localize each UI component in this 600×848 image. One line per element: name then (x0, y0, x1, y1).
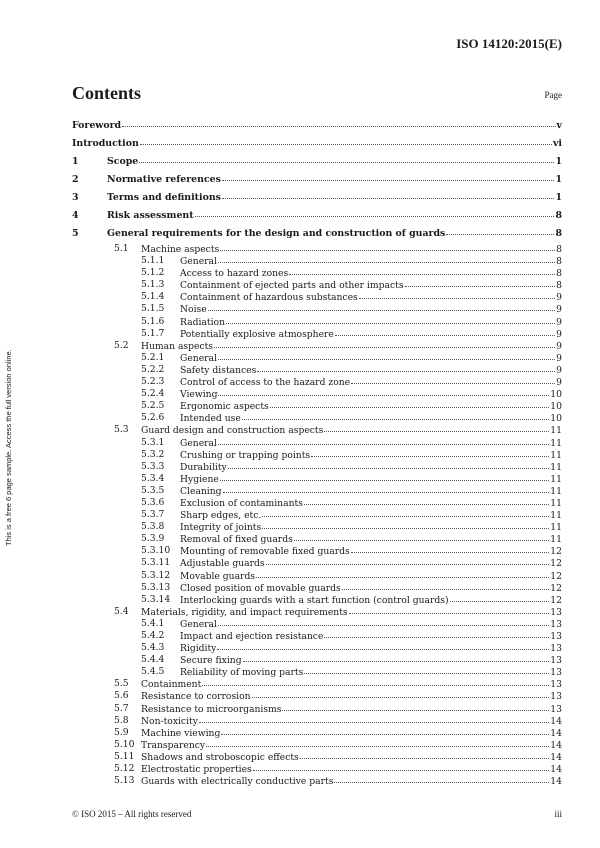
dot-leader (351, 375, 555, 384)
toc-entry-title: Terms and definitions (107, 192, 221, 203)
dot-leader (257, 363, 555, 372)
dot-leader (222, 190, 555, 199)
toc-entry-title: Removal of fixed guards (180, 534, 293, 546)
toc-entry-title: Introduction (72, 138, 139, 149)
toc-entry-page: v (556, 120, 562, 131)
dot-leader (282, 702, 549, 711)
dot-leader (226, 315, 555, 324)
dot-leader (122, 118, 555, 127)
toc-entry-page: 1 (555, 174, 562, 185)
toc-entry-title: Transparency (141, 739, 206, 751)
dot-leader (351, 544, 550, 553)
dot-leader (324, 629, 549, 638)
dot-leader (311, 448, 549, 457)
toc-entry-title: Scope (107, 156, 139, 167)
toc-entry-number: 5.3.14 (141, 593, 171, 605)
dot-leader (446, 226, 554, 235)
dot-leader (206, 738, 549, 747)
dot-leader (405, 278, 556, 287)
toc-entry-title: Integrity of joints (180, 522, 262, 534)
toc-entry-page: 8 (555, 228, 562, 239)
toc-entry-title: Machine aspects (141, 244, 220, 255)
dot-leader (221, 726, 549, 735)
toc-entry-title: Cleaning (180, 485, 222, 497)
toc-entry-title: Reliability of moving parts (180, 667, 304, 679)
dot-leader (223, 484, 550, 493)
toc-entry-title: Human aspects (141, 340, 214, 352)
toc-entry-page: 12 (550, 582, 562, 594)
toc-entry-title: General (180, 352, 217, 364)
toc-entry-page: 10 (550, 389, 562, 401)
toc-entry-number: 5.4.5 (141, 666, 165, 678)
dot-leader (324, 423, 549, 432)
toc-entry-page: 14 (550, 715, 562, 727)
toc-entry-number: 5.3 (114, 424, 129, 436)
toc-entry-page: 9 (556, 364, 562, 376)
toc-entry-title: Resistance to corrosion (141, 691, 251, 703)
toc-entry-title: Closed position of movable guards (180, 582, 341, 594)
page-title: Contents (72, 83, 142, 103)
dot-leader (262, 508, 549, 517)
toc-entry-page: 13 (550, 655, 562, 667)
toc-entry-number: 5.1.1 (141, 255, 165, 267)
dot-leader (266, 556, 550, 565)
toc-entry-title: Shadows and stroboscopic effects (141, 751, 299, 763)
toc-entry-title: Normative references (107, 174, 221, 185)
dot-leader (218, 254, 555, 263)
toc-entry-number: 5.2.5 (141, 400, 165, 412)
toc-entry-page: 13 (550, 631, 562, 642)
toc-entry-number: 5.4.3 (141, 642, 165, 654)
toc-entry-title: Non-toxicity (141, 715, 198, 727)
dot-leader (252, 689, 550, 698)
toc-entry-page: 14 (550, 764, 562, 776)
dot-leader (228, 460, 550, 469)
toc-entry-page: 11 (550, 510, 562, 522)
toc-entry-page: 13 (550, 618, 562, 630)
document-id: ISO 14120:2015(E) (456, 36, 562, 51)
dot-leader (300, 750, 550, 759)
dot-leader (270, 399, 550, 408)
toc-entry-page: 9 (556, 340, 562, 352)
toc-entry-title: Guards with electrically conductive parts (141, 776, 334, 788)
dot-leader (220, 472, 549, 481)
dot-leader (218, 351, 555, 360)
dot-leader (242, 411, 550, 420)
dot-leader (334, 774, 549, 783)
toc-entry-number: 5.3.5 (141, 484, 165, 496)
toc-entry-title: Durability (180, 461, 227, 473)
toc-entry-page: 13 (550, 691, 562, 703)
toc-entry-page: 14 (550, 776, 562, 788)
toc-entry-page: 8 (555, 210, 562, 221)
toc-entry-number: 5.1.3 (141, 279, 165, 291)
dot-leader (214, 339, 555, 348)
toc-entry-number: 5.12 (114, 763, 135, 775)
toc-entry-page: 9 (556, 352, 562, 364)
toc-entry-number: 5.3.2 (141, 448, 165, 460)
toc-entry-number: 5.2.1 (141, 351, 165, 363)
toc-entry-title: Crushing or trapping points (180, 449, 311, 461)
toc-entry-number: 5.3.8 (141, 521, 165, 533)
toc-entry-page: 8 (556, 280, 562, 292)
toc-entry-page: 11 (550, 425, 562, 437)
toc-entry-page: vi (552, 138, 562, 149)
dot-leader (195, 208, 555, 217)
toc-entry-page: 11 (550, 449, 562, 461)
toc-entry[interactable] (72, 207, 562, 225)
toc-entry[interactable] (72, 189, 562, 207)
dot-leader (217, 641, 549, 650)
dot-leader (199, 714, 549, 723)
dot-leader (304, 496, 549, 505)
toc-entry[interactable] (72, 171, 562, 189)
toc-entry-page: 13 (550, 679, 562, 691)
dot-leader (450, 593, 550, 602)
toc-entry-title: Intended use (180, 413, 241, 425)
toc-entry-number: 5.2.2 (141, 363, 165, 375)
toc-entry-page: 14 (550, 751, 562, 763)
toc-entry-number: 5.2.4 (141, 388, 165, 400)
toc-entry-number: 5.4 (114, 605, 129, 617)
toc-entry-title: Secure fixing (180, 655, 242, 667)
toc-entry-title: Control of access to the hazard zone (180, 377, 351, 389)
toc-entry-title: Ergonomic aspects (180, 401, 269, 413)
toc-entry-number: 5.3.7 (141, 509, 165, 521)
toc-entry-page: 11 (550, 461, 562, 473)
toc-entry-title: Radiation (180, 316, 225, 328)
toc-entry-number: 5.2.3 (141, 376, 165, 388)
toc-entry-number: 5.3.11 (141, 557, 171, 569)
toc-entry-title: Materials, rigidity, and impact requirements (141, 606, 348, 618)
sample-notice: This is a free 6 page sample. Access the full version online. (4, 349, 13, 546)
toc-entry-title: Foreword (72, 120, 122, 131)
toc-entry-page: 11 (550, 497, 562, 509)
dot-leader (342, 581, 550, 590)
toc-entry-number: 5.1.7 (141, 327, 165, 339)
toc-entry-title: Machine viewing (141, 727, 221, 739)
toc-entry-title: Sharp edges, etc. (180, 510, 262, 522)
toc-entry-page: 8 (556, 268, 562, 280)
toc-entry-title: Interlocking guards with a start function (control guards) (180, 594, 449, 606)
toc-entry-number: 5.7 (114, 702, 129, 714)
toc-entry-title: Safety distances (180, 364, 257, 376)
toc-entry-page: 12 (550, 558, 562, 570)
toc-entry-page: 9 (556, 377, 562, 389)
toc-entry-page: 9 (556, 328, 562, 340)
dot-leader (262, 520, 549, 529)
dot-leader (139, 154, 554, 163)
toc-entry-page: 13 (550, 703, 562, 715)
toc-entry-page: 14 (550, 727, 562, 739)
toc-entry-page: 11 (550, 437, 562, 449)
toc-entry-number: 5.10 (114, 738, 135, 750)
toc-entry-page: 12 (550, 546, 562, 558)
toc-entry-title: General (180, 437, 217, 449)
toc-entry-number: 5.2 (114, 339, 129, 351)
toc-entry-page: 11 (550, 473, 562, 485)
toc-entry-title: General (180, 618, 217, 630)
toc-entry-page: 10 (550, 401, 562, 413)
toc-entry-number: 5.8 (114, 714, 129, 726)
dot-leader (220, 242, 555, 251)
toc-entry-number: 5.1 (114, 243, 129, 254)
dot-leader (349, 605, 550, 614)
dot-leader (359, 290, 555, 299)
toc-entry-page: 13 (550, 643, 562, 655)
toc-entry-page: 11 (550, 534, 562, 546)
toc-entry-number: 5.1.6 (141, 315, 165, 327)
toc-entry-number: 5.3.1 (141, 436, 165, 448)
dot-leader (202, 677, 549, 686)
toc-entry-number: 5.3.6 (141, 496, 165, 508)
toc-entry-page: 9 (556, 292, 562, 304)
toc-entry-title: Noise (180, 304, 207, 316)
toc-entry-number: 5.2.6 (141, 412, 165, 424)
toc-entry-number: 5.9 (114, 726, 129, 738)
toc-entry-title: Impact and ejection resistance (180, 631, 324, 642)
dot-leader (289, 266, 555, 275)
toc-entry-title: Access to hazard zones (180, 268, 289, 280)
toc-entry-page: 12 (550, 570, 562, 582)
dot-leader (208, 302, 555, 311)
toc-entry-page: 9 (556, 304, 562, 316)
toc-entry-page: 1 (555, 156, 562, 167)
toc-entry-number: 5.3.12 (141, 569, 171, 581)
toc-entry-title: Resistance to microorganisms (141, 703, 282, 715)
toc-entry-title: General requirements for the design and construction of guards (107, 228, 446, 239)
toc-entry-title: Electrostatic properties (141, 764, 252, 776)
toc-entry-title: General (180, 256, 217, 268)
toc-entry-number: 5.6 (114, 690, 129, 702)
toc-entry-number: 5.4.4 (141, 654, 165, 666)
toc-entry-page: 14 (550, 739, 562, 751)
toc-entry-number: 1 (72, 156, 79, 167)
toc-entry-number: 5.3.9 (141, 533, 165, 545)
dot-leader (304, 665, 549, 674)
toc-entry-title: Containment (141, 679, 202, 691)
toc-entry-page: 13 (550, 606, 562, 618)
toc-entry-page: 12 (550, 594, 562, 606)
dot-leader (335, 327, 555, 336)
toc-entry-title: Guard design and construction aspects (141, 425, 324, 437)
toc-entry-number: 3 (72, 192, 79, 203)
toc-entry-page: 11 (550, 485, 562, 497)
toc-entry-number: 5.1.4 (141, 291, 165, 303)
toc-entry-page: 1 (555, 192, 562, 203)
toc-entry-number: 5.11 (114, 750, 135, 762)
toc-entry[interactable] (72, 117, 562, 135)
toc-entry-title: Containment of ejected parts and other impacts (180, 280, 404, 292)
table-of-contents (72, 117, 562, 787)
dot-leader (218, 617, 549, 626)
toc-entry-number: 4 (72, 210, 79, 221)
dot-leader (222, 172, 555, 181)
toc-entry-number: 5.4.2 (141, 630, 165, 641)
toc-entry-page: 10 (550, 413, 562, 425)
dot-leader (256, 569, 549, 578)
toc-entry[interactable] (72, 153, 562, 171)
toc-entry[interactable] (72, 135, 562, 153)
toc-entry[interactable] (72, 775, 562, 787)
toc-entry-number: 5.1.5 (141, 303, 165, 315)
toc-entry-number: 5.3.3 (141, 460, 165, 472)
dot-leader (140, 136, 552, 145)
toc-entry-page: 13 (550, 667, 562, 679)
toc-entry-title: Viewing (180, 389, 218, 401)
toc-entry-number: 5.3.10 (141, 545, 171, 557)
toc-entry-number: 5.13 (114, 775, 135, 787)
dot-leader (218, 387, 549, 396)
toc-entry-number: 5.3.4 (141, 472, 165, 484)
toc-entry[interactable] (72, 225, 562, 243)
page-column-label: Page (544, 90, 562, 100)
dot-leader (294, 532, 550, 541)
copyright-notice: © ISO 2015 – All rights reserved (72, 809, 192, 819)
dot-leader (218, 436, 549, 445)
toc-entry-title: Adjustable guards (180, 558, 265, 570)
toc-entry-title: Mounting of removable fixed guards (180, 546, 350, 558)
toc-entry-title: Hygiene (180, 473, 219, 485)
toc-entry-number: 5.1.2 (141, 267, 165, 279)
page-number: iii (554, 809, 562, 819)
toc-entry-title: Risk assessment (107, 210, 194, 221)
toc-entry-number: 2 (72, 174, 79, 185)
toc-entry-page: 11 (550, 522, 562, 534)
toc-entry-page: 9 (556, 316, 562, 328)
dot-leader (243, 653, 550, 662)
toc-entry-number: 5.3.13 (141, 581, 171, 593)
toc-entry-title: Containment of hazardous substances (180, 292, 358, 304)
toc-entry-number: 5 (72, 228, 79, 239)
toc-entry-title: Potentially explosive atmosphere (180, 328, 334, 340)
toc-entry-number: 5.5 (114, 678, 129, 690)
toc-entry-title: Exclusion of contaminants (180, 497, 303, 509)
toc-entry-title: Rigidity (180, 643, 217, 655)
dot-leader (253, 762, 550, 771)
toc-entry-page: 8 (556, 244, 562, 255)
toc-entry-title: Movable guards (180, 570, 256, 582)
toc-entry-page: 8 (556, 256, 562, 268)
toc-entry-number: 5.4.1 (141, 617, 165, 629)
